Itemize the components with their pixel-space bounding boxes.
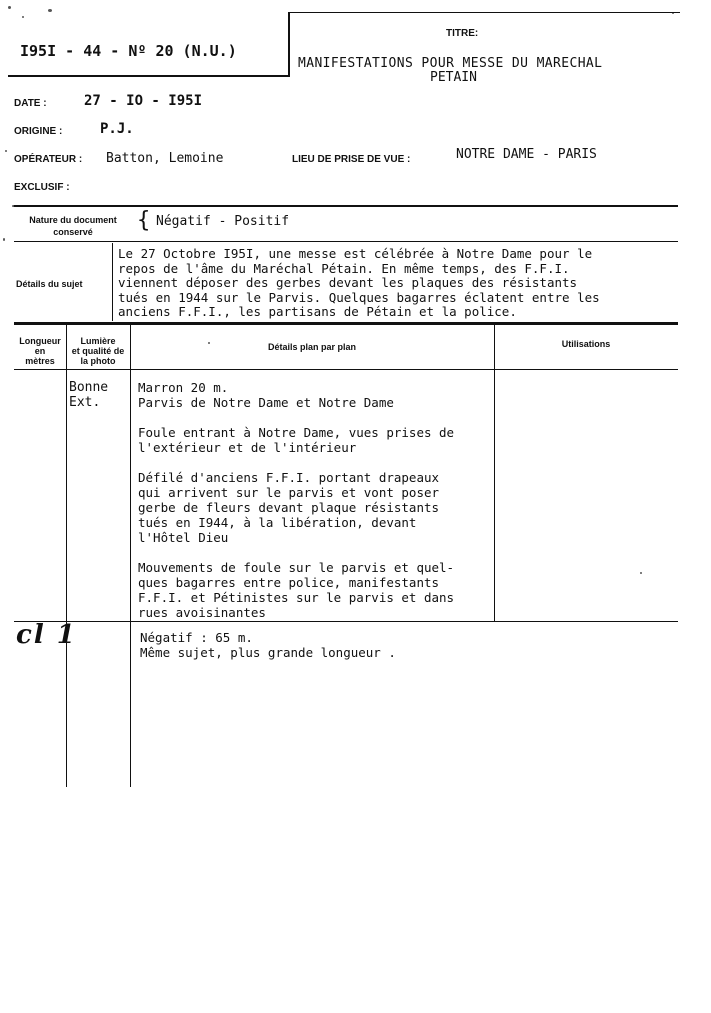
details-line: viennent déposer des gerbes devant les plaques des résistants bbox=[118, 275, 578, 290]
details-line: repos de l'âme du Maréchal Pétain. En même temps, des F.F.I. bbox=[118, 260, 570, 276]
operateur-label: OPÉRATEUR : bbox=[14, 154, 83, 165]
document-title-line2: PETAIN bbox=[430, 70, 477, 85]
details-divider bbox=[112, 243, 113, 321]
lieu-label: LIEU DE PRISE DE VUE : bbox=[292, 154, 411, 165]
scan-speck bbox=[640, 572, 642, 574]
table-header-rule bbox=[14, 369, 678, 370]
nature-label-line2: conservé bbox=[53, 227, 93, 237]
exclusif-label: EXCLUSIF : bbox=[14, 182, 70, 193]
nature-value: Négatif - Positif bbox=[156, 214, 290, 229]
header-longueur-line: mètres bbox=[25, 356, 55, 366]
plan-line: Marron 20 m. bbox=[138, 380, 229, 395]
plan-line: l'Hôtel Dieu bbox=[138, 530, 229, 545]
plan-line bbox=[138, 455, 454, 470]
header-lumiere bbox=[66, 336, 130, 366]
details-line: Le 27 Octobre I95I, une messe est célébrée à Notre Dame pour le bbox=[118, 246, 593, 261]
plan-line: Négatif : 65 m. bbox=[140, 630, 253, 645]
nature-label bbox=[14, 214, 132, 238]
nature-bracket: { bbox=[137, 208, 151, 233]
header-longueur-line: en bbox=[34, 346, 46, 356]
lieu-value: NOTRE DAME - PARIS bbox=[456, 147, 597, 162]
titre-label: TITRE: bbox=[446, 28, 479, 39]
header-lumiere-line: Lumière bbox=[80, 336, 116, 346]
origine-value: P.J. bbox=[100, 121, 134, 137]
details-sujet-label: Détails du sujet bbox=[16, 279, 83, 289]
scan-speck bbox=[5, 150, 7, 152]
scan-speck bbox=[3, 238, 5, 241]
header-divider bbox=[288, 12, 290, 77]
table-top-rule bbox=[14, 322, 678, 325]
plan-line: Parvis de Notre Dame et Notre Dame bbox=[138, 395, 394, 410]
plan-line bbox=[138, 410, 454, 425]
plan-line: Même sujet, plus grande longueur . bbox=[140, 645, 396, 660]
plan-line: rues avoisinantes bbox=[138, 605, 266, 620]
details-plan-block-2 bbox=[140, 630, 396, 660]
nature-top-rule bbox=[14, 205, 678, 207]
col-divider-3 bbox=[494, 325, 495, 622]
details-top-rule bbox=[14, 241, 678, 242]
details-plan-block-1 bbox=[138, 380, 454, 620]
col-divider-1 bbox=[66, 325, 67, 787]
plan-line: F.F.I. et Pétinistes sur le parvis et dans bbox=[138, 590, 455, 605]
plan-line bbox=[138, 545, 454, 560]
plan-line: gerbe de fleurs devant plaque résistants bbox=[138, 500, 440, 515]
header-utilisations: Utilisations bbox=[561, 339, 611, 349]
lumiere-line: Bonne bbox=[69, 380, 109, 395]
plan-line: qui arrivent sur le parvis et vont poser bbox=[138, 485, 440, 500]
header-details: Détails plan par plan bbox=[267, 342, 357, 352]
header-lumiere-line: et qualité de bbox=[71, 346, 125, 356]
scan-speck bbox=[48, 9, 52, 12]
plan-line: ques bagarres entre police, manifestants bbox=[138, 575, 440, 590]
details-line: anciens F.F.I., les partisans de Pétain et la police. bbox=[118, 304, 517, 319]
header-top-rule bbox=[290, 12, 680, 13]
details-line: tués en 1944 sur le Parvis. Quelques bagarres éclatent entre les bbox=[118, 289, 600, 305]
col-divider-2 bbox=[130, 325, 131, 787]
table-row-rule bbox=[14, 621, 678, 622]
date-label: DATE : bbox=[14, 98, 47, 109]
nature-label-line1: Nature du document bbox=[29, 215, 117, 225]
header-bottom-rule bbox=[8, 75, 288, 77]
lumiere-value bbox=[69, 380, 108, 410]
lumiere-line: Ext. bbox=[69, 395, 101, 410]
plan-line: Défilé d'anciens F.F.I. portant drapeaux bbox=[138, 470, 440, 485]
handwritten-mark: cl 1 bbox=[16, 620, 77, 650]
plan-line: Foule entrant à Notre Dame, vues prises de bbox=[138, 425, 455, 440]
details-sujet-text bbox=[118, 247, 600, 320]
scan-speck bbox=[22, 16, 24, 18]
plan-line: tués en I944, à la libération, devant bbox=[138, 515, 417, 530]
document-reference: I95I - 44 - Nº 20 (N.U.) bbox=[20, 42, 237, 60]
date-value: 27 - IO - I95I bbox=[84, 93, 203, 109]
operateur-value: Batton, Lemoine bbox=[106, 151, 224, 166]
scan-speck bbox=[8, 6, 11, 9]
header-longueur-line: Longueur bbox=[19, 336, 61, 346]
document-title-line1: MANIFESTATIONS POUR MESSE DU MARECHAL bbox=[298, 56, 603, 71]
header-longueur bbox=[14, 336, 66, 366]
plan-line: l'extérieur et de l'intérieur bbox=[138, 440, 357, 455]
plan-line: Mouvements de foule sur le parvis et quel- bbox=[138, 560, 455, 575]
origine-label: ORIGINE : bbox=[14, 126, 63, 137]
header-lumiere-line: la photo bbox=[80, 356, 116, 366]
